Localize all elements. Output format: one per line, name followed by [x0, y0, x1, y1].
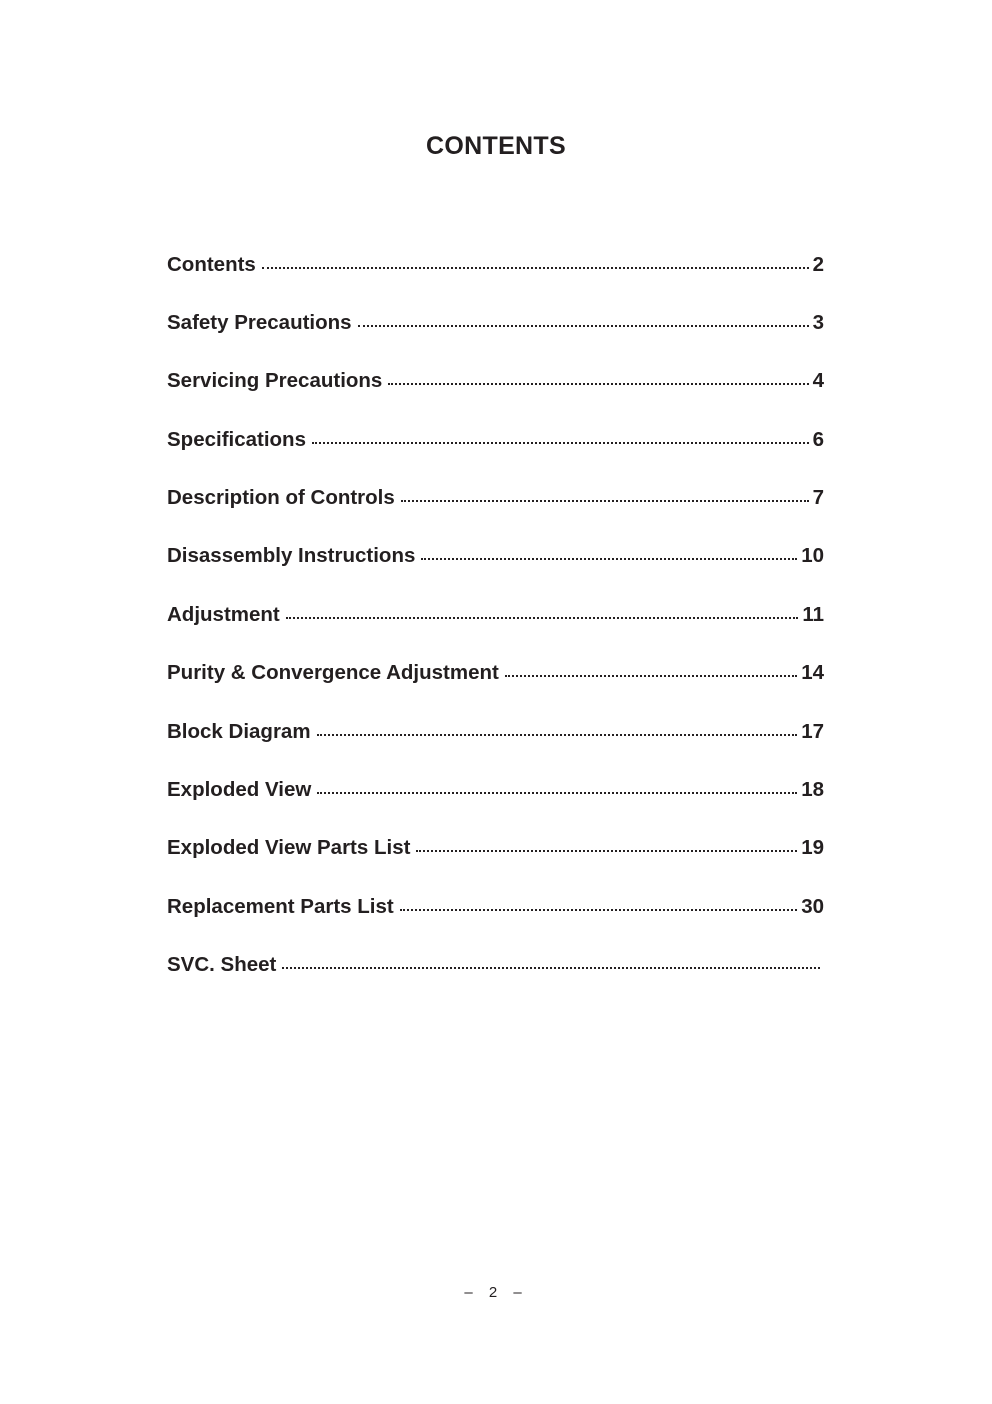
toc-entry-page: 11: [802, 602, 824, 626]
toc-entry-exploded-view-parts-list: [167, 834, 824, 892]
toc-entry-exploded-view: [167, 776, 824, 834]
toc-entry-page: 18: [801, 778, 824, 802]
toc-dot-leader: [286, 600, 799, 621]
toc-entry-page: 2: [812, 252, 824, 276]
toc-dot-leader: [400, 892, 797, 913]
toc-dot-leader: [262, 250, 809, 271]
toc-dot-leader: [388, 367, 808, 388]
toc-dot-leader: [317, 776, 797, 797]
page-number: – 2 –: [464, 1284, 528, 1301]
toc-entry-page: 10: [801, 544, 824, 568]
toc-entry-page: 4: [812, 369, 824, 393]
toc-dot-leader: [505, 659, 797, 680]
toc-entry-label: Exploded View: [167, 778, 312, 802]
toc-entry-label: Safety Precautions: [167, 310, 352, 334]
toc-entry-label: Disassembly Instructions: [167, 544, 416, 568]
toc-dot-leader: [421, 542, 797, 563]
toc-entry-replacement-parts-list: [167, 892, 824, 950]
toc-entry-disassembly-instructions: [167, 542, 824, 600]
toc-entry-specifications: [167, 425, 824, 483]
toc-entry-page: 14: [801, 661, 824, 685]
toc-entry-label: Adjustment: [167, 602, 280, 626]
toc-entry-page: 17: [801, 719, 824, 743]
toc-entry-safety-precautions: [167, 308, 824, 366]
page-title: CONTENTS: [426, 132, 566, 160]
toc-entry-block-diagram: [167, 717, 824, 775]
toc-entry-description-of-controls: [167, 484, 824, 542]
toc-entry-page: 19: [801, 836, 824, 860]
toc-entry-purity-convergence-adjustment: [167, 659, 824, 717]
toc-dot-leader: [358, 308, 809, 329]
toc-entry-label: Purity & Convergence Adjustment: [167, 661, 499, 685]
toc-entry-label: Block Diagram: [167, 719, 311, 743]
toc-entry-page: 3: [812, 310, 824, 334]
toc-dot-leader: [401, 484, 809, 505]
toc-dot-leader: [416, 834, 797, 855]
toc-entry-page: 30: [801, 894, 824, 918]
toc-entry-svc-sheet: [167, 951, 824, 1009]
toc-entry-label: Servicing Precautions: [167, 369, 383, 393]
table-of-contents: [167, 250, 824, 1009]
toc-dot-leader: [317, 717, 798, 738]
toc-entry-label: SVC. Sheet: [167, 953, 277, 977]
toc-dot-leader: [282, 951, 820, 972]
toc-entry-label: Contents: [167, 252, 256, 276]
toc-entry-label: Exploded View Parts List: [167, 836, 411, 860]
toc-entry-label: Description of Controls: [167, 486, 395, 510]
toc-entry-servicing-precautions: [167, 367, 824, 425]
toc-entry-page: 7: [812, 486, 824, 510]
toc-dot-leader: [312, 425, 809, 446]
toc-entry-label: Replacement Parts List: [167, 894, 394, 918]
toc-entry-label: Specifications: [167, 427, 306, 451]
toc-entry-page: 6: [812, 427, 824, 451]
toc-entry-adjustment: [167, 600, 824, 658]
toc-entry-contents: [167, 250, 824, 308]
